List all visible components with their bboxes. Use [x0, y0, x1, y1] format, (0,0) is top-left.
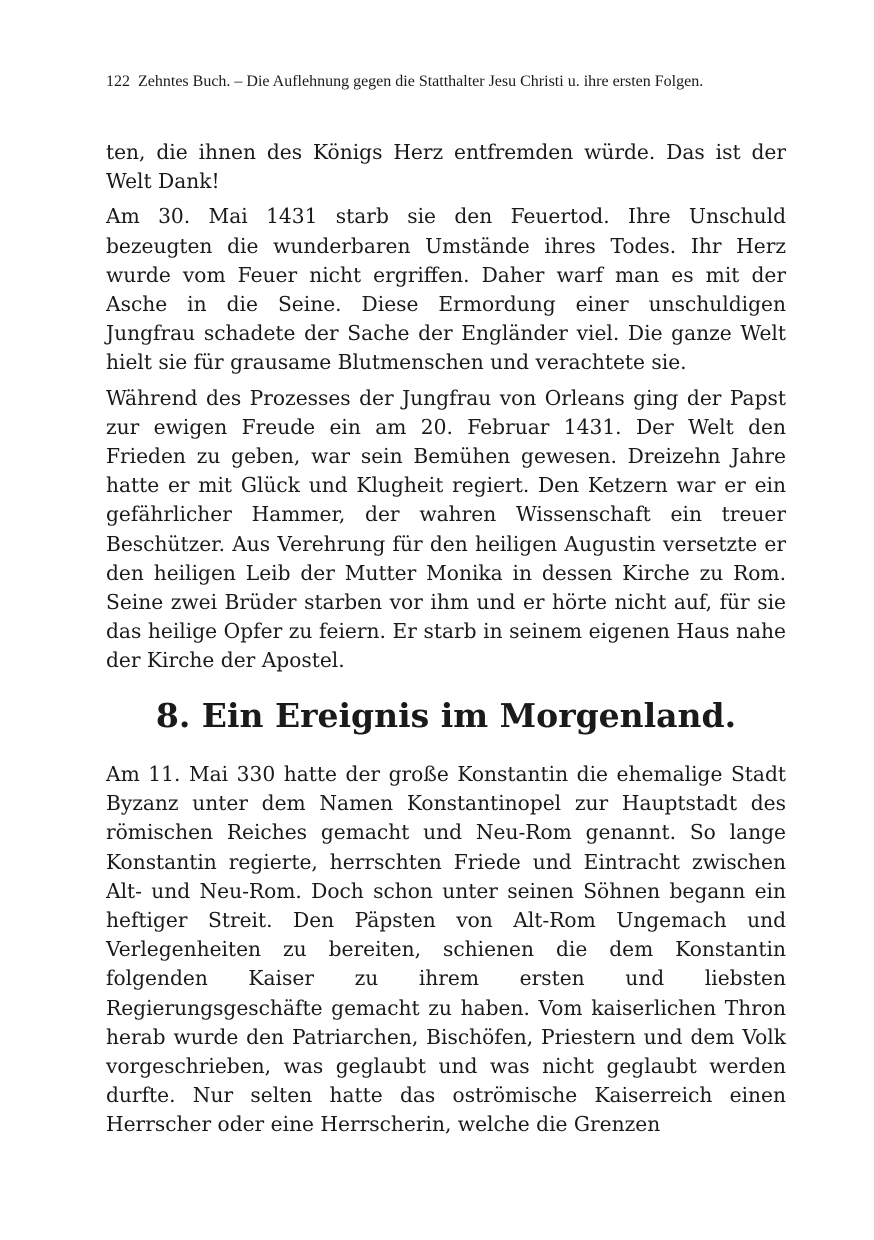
paragraph: Während des Prozesses der Jungfrau von Orleans ging der Papst zur ewigen Freude ein am 20. Februar 1431. Der Welt den Frieden zu geben, war sein Bemühen gewesen. Dreizehn Jahre hatte er mit Glück und Klugheit regiert. Den Ketzern war er ein gefährlicher Hammer, der wahren Wissenschaft ein treuer Beschützer. Aus Verehrung für den heiligen Augustin versetzte er den heiligen Leib der Mutter Monika in dessen Kirche zu Rom. Seine zwei Brüder starben vor ihm und er hörte nicht auf, für sie das heilige Opfer zu feiern. Er starb in seinem eigenen Haus nahe der Kirche der Apostel.: [106, 385, 786, 673]
paragraph: Am 30. Mai 1431 starb sie den Feuertod. Ihre Unschuld bezeugten die wunderbaren Umstände ihres Todes. Ihr Herz wurde vom Feuer nicht ergriffen. Daher warf man es mit der Asche in die Seine. Diese Ermordung einer unschuldigen Jungfrau schadete der Sache der Engländer viel. Die ganze Welt hielt sie für grausame Blutmenschen und verachtete sie.: [106, 204, 786, 375]
running-title: Zehntes Buch. – Die Auflehnung gegen die Statthalter Jesu Christi u. ihre ersten Folgen.: [138, 73, 704, 90]
paragraph: ten, die ihnen des Königs Herz entfremden würde. Das ist der Welt Dank!: [106, 140, 786, 194]
text-block-section: [106, 760, 786, 1146]
text-block-continuation: [106, 138, 786, 682]
section-heading: 8. Ein Ereignis im Morgenland.: [155, 696, 737, 735]
running-header: [106, 70, 786, 94]
paragraph: Am 11. Mai 330 hatte der große Konstantin die ehemalige Stadt Byzanz unter dem Namen Konstantinopel zur Hauptstadt des römischen Reiches gemacht und Neu-Rom genannt. So lange Konstantin regierte, herrschten Friede und Eintracht zwischen Alt- und Neu-Rom. Doch schon unter seinen Söhnen begann ein heftiger Streit. Den Päpsten von Alt-Rom Ungemach und Verlegenheiten zu bereiten, schienen die dem Konstantin folgenden Kaiser zu ihrem ersten und liebsten Regierungsgeschäfte gemacht zu haben. Vom kaiserlichen Thron herab wurde den Patriarchen, Bischöfen, Priestern und dem Volk vorgeschrieben, was geglaubt und was nicht geglaubt werden durfte. Nur selten hatte das oströmische Kaiserreich einen Herrscher oder eine Herrscherin, welche die Grenzen: [106, 762, 786, 1137]
page-number: 122: [106, 73, 130, 90]
